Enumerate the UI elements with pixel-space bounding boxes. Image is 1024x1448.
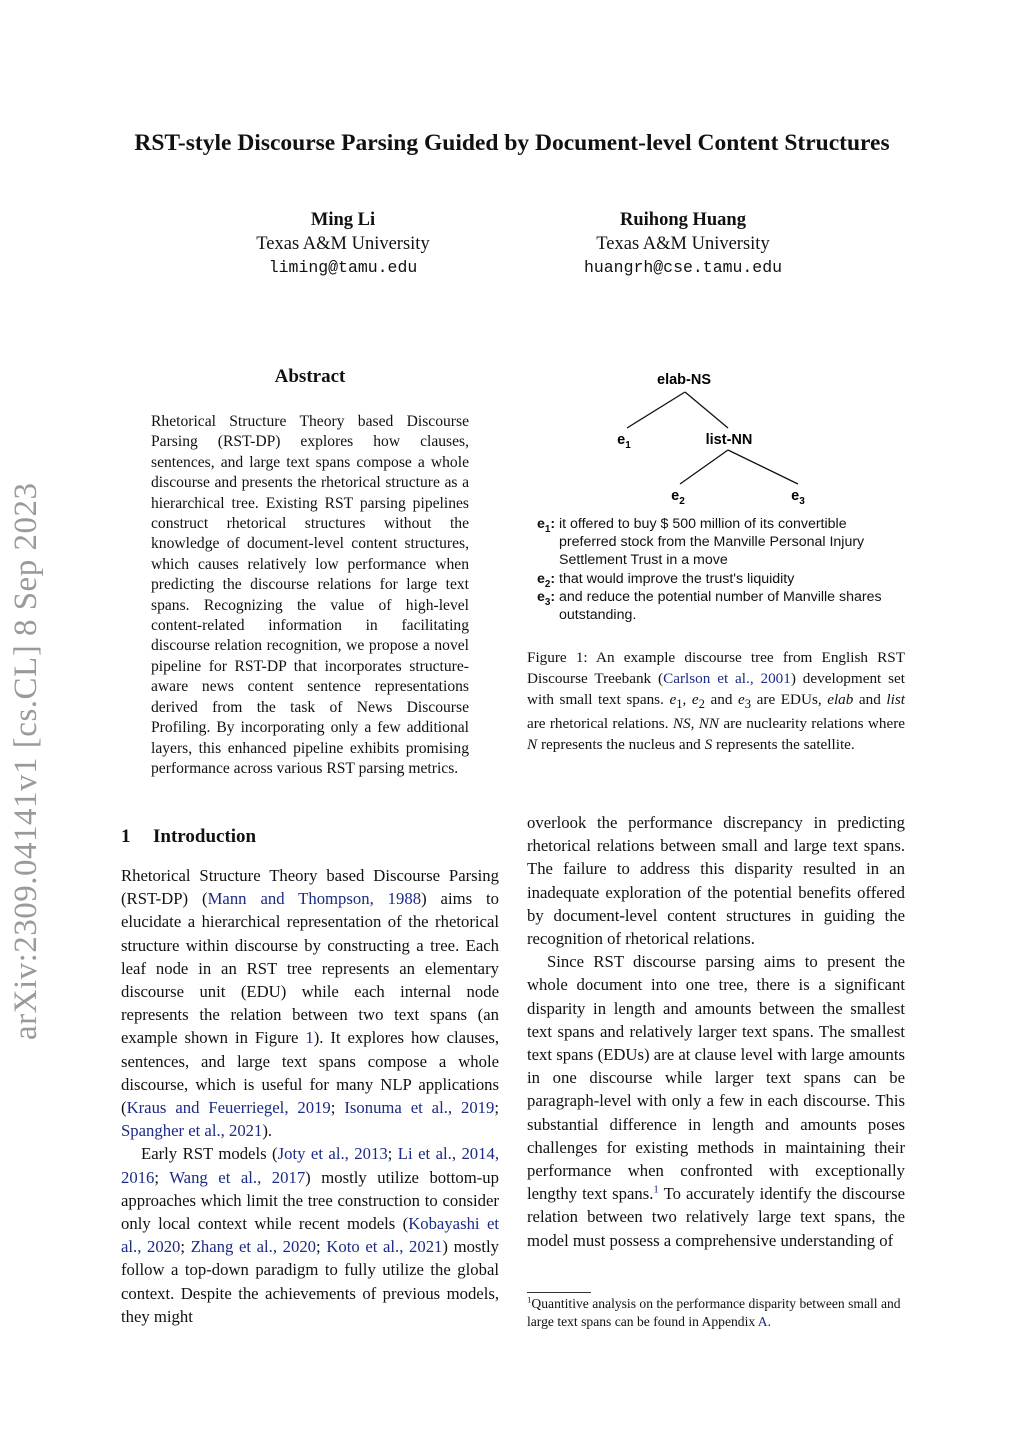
tree-leaf-e2: $e_2$ [671,488,685,507]
footnote-mark[interactable]: 1 [653,1183,659,1196]
abstract-text: Rhetorical Structure Theory based Discourse Parsing (RST-DP) explores how clauses, sentences, and large text spans compose a whole discourse and presents the rhetorical structure as a hierarchical tree. Existing RST parsing pipelines construct rhetorical structures without the knowledge of document-level content structures, which causes relatively low performance when predicting the discourse relations for large text spans. Recognizing the value of high-level content-related information in facilitating discourse relation recognition, we propose a novel pipeline for RST-DP that incorporates structure-aware news content sentence representations derived from the task of News Discourse Profiling. By incorporating only a few additional layers, this enhanced pipeline exhibits promising performance across various RST parsing metrics. [151,413,469,777]
author-name: Ruihong Huang [620,210,746,230]
discourse-tree-figure [520,362,910,512]
appendix-link[interactable]: A [757,1314,768,1329]
citation-link[interactable]: Kobayashi et al., 2020 [121,1214,499,1257]
author-email: liming@tamu.edu [268,258,418,277]
citation-link[interactable]: Koto et al., 2021 [326,1237,443,1257]
edu-text: that would improve the trust's liquidity [559,570,795,587]
paragraph: Since RST discourse parsing aims to present the whole document into one tree, there is a significant disparity in length and amounts between the smallest text spans and relatively larger text spans. The smallest text spans (EDUs) are at clause level with large amounts in one discourse while larger text spans can be paragraph-level with only a few in each discourse. This substantial difference in length and amounts poses challenges for existing methods in maintaining their performance when confronted with exceptionally lengthy text spans.$^1$ To accurately identify the discourse relation between two relatively large text spans, the model must possess a comprehensive understanding of [527,952,905,1250]
author-name: Ming Li [310,210,376,230]
author-affiliation: Texas A&M University [596,234,770,254]
tree-leaf-e1: $e_1$ [617,432,631,451]
paragraph: Rhetorical Structure Theory based Discourse Parsing (RST-DP) (Mann and Thompson, 1988) aims to elucidate a hierarchical representation of the rhetorical structure within discourse by constructing a tree. Each leaf node in an RST tree represents an elementary discourse unit (EDU) while each internal node represents the relation between two text spans (an example shown in Figure 1). It explores how clauses, sentences, and large text spans compose a whole discourse, which is useful for many NLP applications (Kraus and Feuerriegel, 2019; Isonuma et al., 2019; Spangher et al., 2021). [121,866,499,1141]
tree-inner-label: list-NN [705,432,753,448]
edu-label: $e_1$: [537,516,556,535]
section-heading: 1 Introduction [121,826,257,847]
footnote-divider [527,1292,591,1293]
citation-link[interactable]: Zhang et al., 2020 [190,1237,317,1257]
figure-caption: Figure 1: An example discourse tree from English RST Discourse Treebank (Carlson et al., 2001) development set with small text spans. $e_1$, $e_2$ and $e_3$ are EDUs, elab and list are rhetorical relations. NS, NN are nuclearity relations where N represents the nucleus and S represents the satellite. [527,649,906,754]
tree-edge [728,450,798,484]
edu-item [537,570,907,588]
tree-leaf-e3: $e_3$ [791,488,805,507]
footnote: $^1$Quantitive analysis on the performance disparity between small and large text spans can be found in Appendix A. [527,1294,901,1329]
paragraph: Early RST models (Joty et al., 2013; Li et al., 2014, 2016; Wang et al., 2017) mostly utilize bottom-up approaches which limit the tree construction to consider only local context while recent models (Kobayashi et al., 2020; Zhang et al., 2020; Koto et al., 2021) mostly follow a top-down paradigm to fully utilize the global context. Despite the achievements of previous models, they might [121,1144,500,1326]
edu-item [537,515,907,570]
citation-link[interactable]: Wang et al., 2017 [169,1167,306,1187]
abstract-heading: Abstract [274,366,346,387]
tree-edge [685,392,728,428]
paper-title: RST-style Discourse Parsing Guided by Document-level Content Structures [134,130,890,156]
figure-ref-link[interactable]: 1 [305,1028,314,1048]
citation-link[interactable]: Kraus and Feuerriegel, 2019 [126,1098,331,1118]
tree-edge [680,450,728,484]
arxiv-stamp: arXiv:2309.04141v1 [cs.CL] 8 Sep 2023 [8,482,44,1040]
author-affiliation: Texas A&M University [256,234,430,254]
intro-right-column [527,811,905,1252]
tree-root-label: elab-NS [657,372,711,388]
citation-link[interactable]: Joty et al., 2013 [277,1144,388,1164]
edu-label: $e_3$: [537,588,556,608]
citation-link[interactable]: Spangher et al., 2021 [121,1121,263,1141]
author-block-1 [183,208,503,280]
edu-label: $e_2$: [537,570,556,590]
paragraph: overlook the performance discrepancy in predicting rhetorical relations between small and large text spans. The failure to address this disparity resulted in an inadequate exploration of the potential benefits offered by document-level content structures in guiding the recognition of rhetorical relations. [527,813,905,949]
citation-link[interactable]: Li et al., 2014, 2016 [121,1144,500,1187]
citation-link[interactable]: Isonuma et al., 2019 [344,1098,495,1118]
edu-list [537,515,907,624]
citation-link[interactable]: Mann and Thompson, 1988 [207,889,422,909]
edu-text: it offered to buy $ 500 million of its convertible preferred stock from the Manville Personal Injury Settlement Trust in a move [559,516,865,569]
intro-left-column [121,864,499,1328]
edu-text: and reduce the potential number of Manville shares outstanding. [559,588,882,624]
tree-edge [627,392,685,428]
author-block-2 [523,208,843,280]
citation-link[interactable]: Carlson et al., 2001 [663,669,791,687]
edu-item [537,588,907,624]
author-email: huangrh@cse.tamu.edu [583,258,783,277]
